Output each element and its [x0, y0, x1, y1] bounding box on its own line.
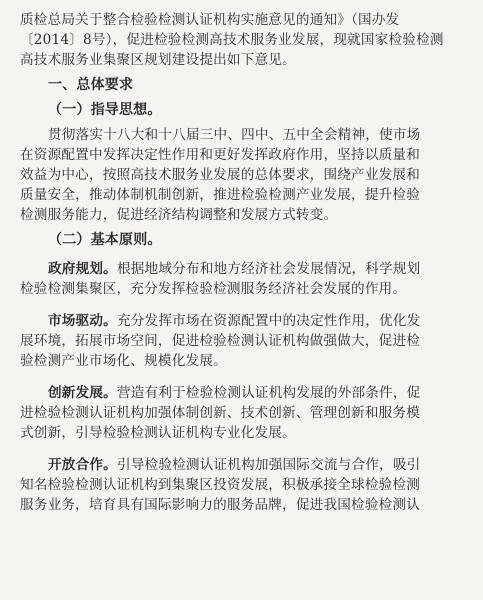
principle-3-first-line: [20, 383, 465, 403]
intro-line-1: 质检总局关于整合检验检测认证机构实施意见的通知》（国办发: [20, 12, 400, 28]
principle-2-first-text: 充分发挥市场在资源配置中的决定性作用，优化发: [116, 313, 421, 329]
principle-4-line-2: 知名检验检测认证机构到集聚区投资发展，积极承接全球检验检测: [20, 477, 421, 493]
principle-4-line-3: 服务业务，培育具有国际影响力的服务品牌，促进我国检验检测认: [20, 497, 421, 513]
subsection-2-title: （二）基本原则。: [48, 232, 162, 248]
section-1-title: 一、总体要求: [48, 77, 134, 93]
principle-1-line-2: 检验检测集聚区，充分发挥检验检测服务经济社会发展的作用。: [20, 281, 407, 297]
principle-4-first-line: [20, 455, 465, 475]
principle-2-line-2: 展环境，拓展市场空间，促进检验检测认证机构做强做大，促进检: [20, 333, 421, 349]
principle-1-first-text: 根据地域分布和地方经济社会发展情况，科学规划: [116, 261, 421, 277]
guiding-line-3: 效益为中心，按照高技术服务业发展的总体要求，围绕产业发展和: [20, 167, 421, 183]
principle-3-lead: 创新发展。: [48, 385, 117, 401]
intro-line-2: 〔2014〕8号），促进检验检测高技术服务业发展，现就国家检验检测: [20, 32, 444, 48]
principle-2-line-3: 验检测产业市场化、规模化发展。: [20, 353, 227, 369]
principle-1-lead: 政府规划。: [48, 261, 117, 277]
principle-4-lead: 开放合作。: [48, 457, 117, 473]
guiding-line-4: 质量安全，推动体制机制创新，推进检验检测产业发展，提升检验: [20, 187, 421, 203]
guiding-line-5: 检测服务能力，促进经济结构调整和发展方式转变。: [20, 207, 338, 223]
principle-4-first-text: 引导检验检测认证机构加强国际交流与合作，吸引: [116, 457, 421, 473]
guiding-line-2: 在资源配置中发挥决定性作用和更好发挥政府作用，坚持以质量和: [20, 147, 421, 163]
guiding-line-1: 贯彻落实十八大和十八届三中、四中、五中全会精神，使市场: [48, 127, 421, 143]
subsection-1-title: （一）指导思想。: [48, 102, 162, 118]
intro-line-3: 高技术服务业集聚区规划建设提出如下意见。: [20, 52, 296, 68]
principle-3-first-text: 营造有利于检验检测认证机构发展的外部条件，促: [116, 385, 421, 401]
principle-2-lead: 市场驱动。: [48, 313, 117, 329]
principle-1-first-line: [20, 259, 465, 279]
principle-2-first-line: [20, 311, 465, 331]
principle-3-line-3: 式创新，引导检验检测认证机构专业化发展。: [20, 425, 296, 441]
principle-3-line-2: 进检验检测认证机构加强体制创新、技术创新、管理创新和服务模: [20, 405, 421, 421]
